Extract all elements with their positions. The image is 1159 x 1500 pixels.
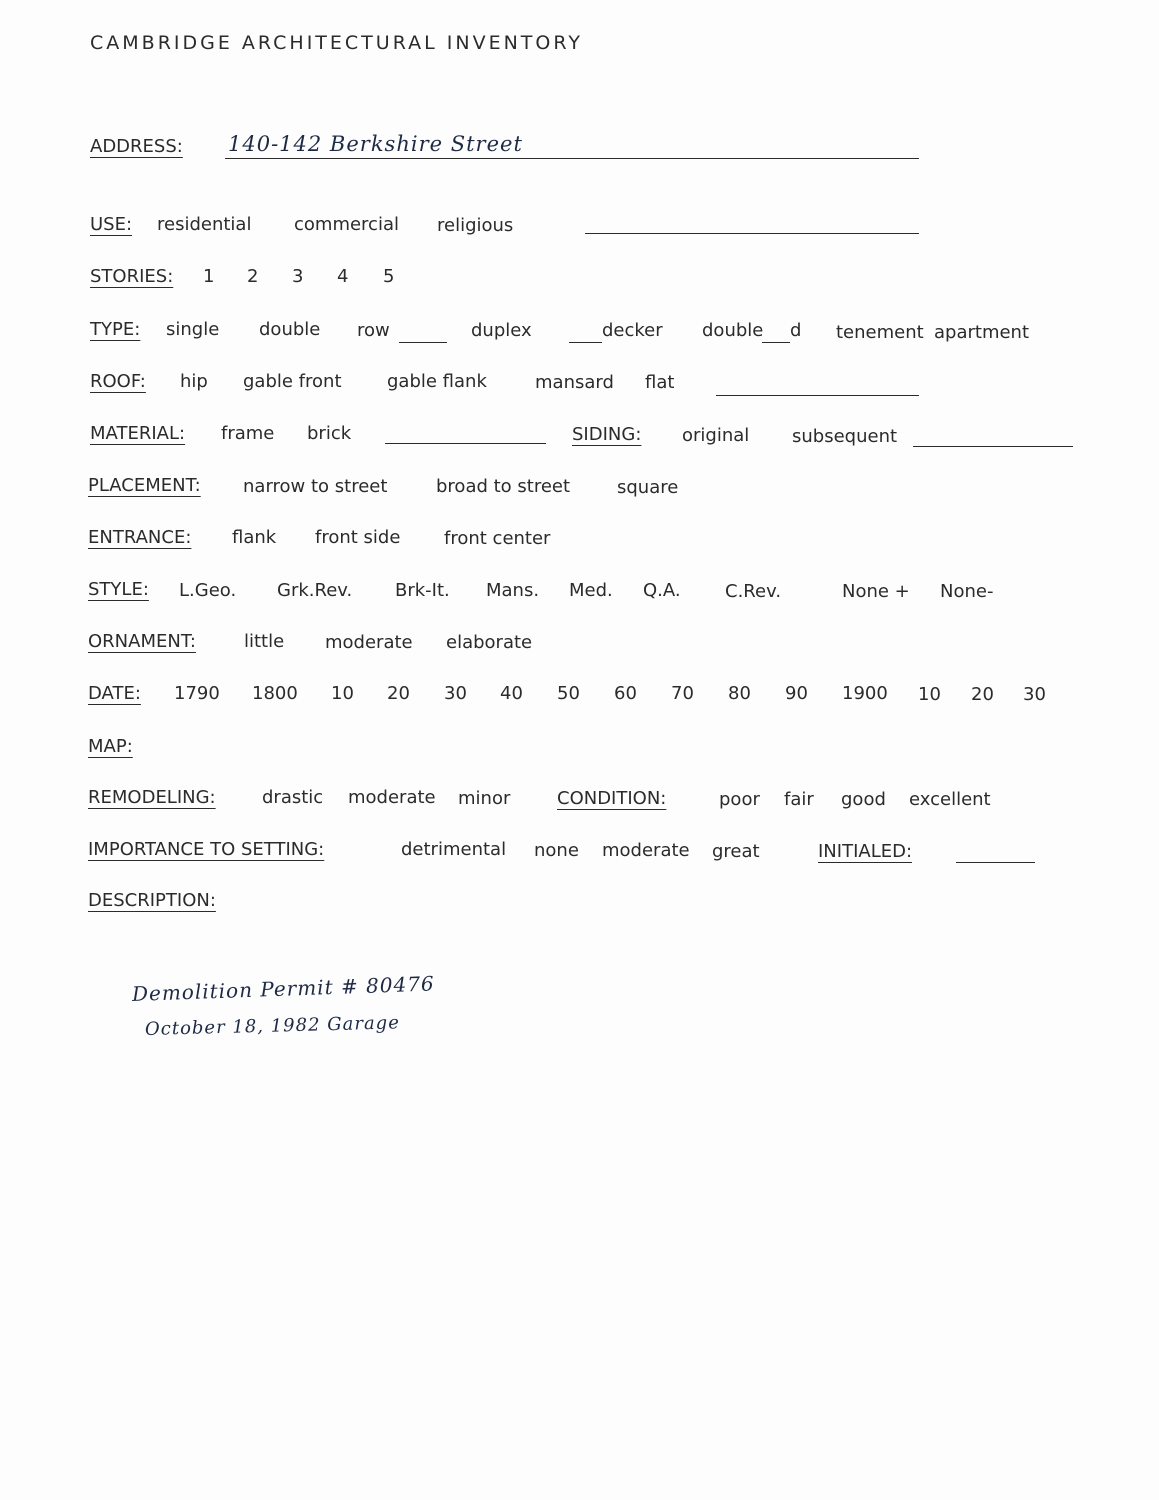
use-label: USE: [90, 214, 133, 235]
importance-option-detrimental: detrimental [401, 839, 507, 860]
condition-option-good: good [841, 789, 886, 810]
date-option-1930: 30 [1023, 684, 1046, 705]
entrance-option-front-center: front center [444, 528, 551, 549]
type-row-blank [399, 342, 447, 343]
date-option-1810: 10 [331, 683, 354, 704]
use-option-commercial: commercial [294, 214, 399, 235]
date-option-1830: 30 [444, 683, 467, 704]
entrance-option-flank: flank [232, 527, 277, 548]
ornament-option-little: little [244, 631, 285, 652]
stories-label: STORIES: [90, 266, 174, 287]
type-label: TYPE: [90, 319, 141, 340]
date-label: DATE: [88, 683, 141, 704]
initialed-label: INITIALED: [818, 841, 913, 862]
condition-label: CONDITION: [557, 788, 667, 809]
style-option-qa: Q.A. [643, 580, 681, 601]
date-option-1820: 20 [387, 683, 410, 704]
stories-option-5: 5 [383, 266, 395, 287]
importance-label: IMPORTANCE TO SETTING: [88, 839, 325, 860]
type-option-d: d [790, 320, 802, 341]
date-option-1900: 1900 [842, 683, 888, 704]
placement-option-square: square [617, 477, 679, 498]
type-option-apartment: apartment [934, 322, 1030, 343]
roof-option-mansard: mansard [535, 372, 614, 393]
stories-option-3: 3 [292, 266, 304, 287]
date-option-1790: 1790 [174, 683, 220, 704]
style-option-mans: Mans. [486, 580, 540, 601]
form-header: CAMBRIDGE ARCHITECTURAL INVENTORY [90, 32, 583, 54]
condition-option-fair: fair [784, 789, 814, 810]
map-label: MAP: [88, 736, 133, 757]
importance-option-none: none [534, 840, 579, 861]
type-double-d-blank [762, 342, 790, 343]
siding-other-blank [913, 446, 1073, 447]
address-label: ADDRESS: [90, 136, 183, 157]
use-option-religious: religious [437, 215, 514, 236]
date-option-1800: 1800 [252, 683, 298, 704]
address-value: 140-142 Berkshire Street [228, 132, 523, 156]
initialed-blank [956, 862, 1035, 863]
placement-option-broad: broad to street [436, 476, 571, 497]
date-option-1910: 10 [918, 684, 941, 705]
stories-option-1: 1 [203, 266, 215, 287]
style-option-crev: C.Rev. [725, 581, 782, 602]
ornament-option-elaborate: elaborate [446, 632, 533, 653]
siding-label: SIDING: [572, 424, 642, 445]
date-option-1920: 20 [971, 684, 994, 705]
stories-option-4: 4 [337, 266, 349, 287]
siding-option-subsequent: subsequent [792, 426, 898, 447]
roof-option-gable-front: gable front [243, 371, 342, 392]
date-option-1840: 40 [500, 683, 523, 704]
remodeling-label: REMODELING: [88, 787, 216, 808]
roof-option-flat: flat [645, 372, 675, 393]
type-option-tenement: tenement [836, 322, 924, 343]
roof-other-blank [716, 395, 919, 396]
placement-label: PLACEMENT: [88, 475, 201, 496]
material-label: MATERIAL: [90, 423, 186, 444]
ornament-label: ORNAMENT: [88, 631, 196, 652]
remodeling-option-minor: minor [458, 788, 511, 809]
importance-option-great: great [712, 841, 760, 862]
type-decker-blank [569, 342, 602, 343]
style-option-brkit: Brk-It. [395, 580, 450, 601]
address-line [225, 158, 919, 159]
remodeling-option-moderate: moderate [348, 787, 436, 808]
roof-option-gable-flank: gable flank [387, 371, 487, 392]
description-note-date: October 18, 1982 Garage [144, 1012, 401, 1040]
description-note-permit: Demolition Permit # 80476 [131, 971, 436, 1006]
stories-option-2: 2 [247, 266, 259, 287]
date-option-1880: 80 [728, 683, 751, 704]
style-option-none-minus: None- [940, 581, 994, 602]
date-option-1870: 70 [671, 683, 694, 704]
entrance-label: ENTRANCE: [88, 527, 192, 548]
siding-option-original: original [682, 425, 750, 446]
ornament-option-moderate: moderate [325, 632, 413, 653]
style-option-med: Med. [569, 580, 613, 601]
date-option-1850: 50 [557, 683, 580, 704]
condition-option-poor: poor [719, 789, 760, 810]
roof-option-hip: hip [180, 371, 208, 392]
style-option-none-plus: None + [842, 581, 910, 602]
remodeling-option-drastic: drastic [262, 787, 324, 808]
placement-option-narrow: narrow to street [243, 476, 388, 497]
use-other-blank [585, 233, 919, 234]
roof-label: ROOF: [90, 371, 146, 392]
type-option-row: row [357, 320, 390, 341]
type-option-decker: decker [602, 320, 663, 341]
description-label: DESCRIPTION: [88, 890, 216, 911]
date-option-1860: 60 [614, 683, 637, 704]
type-option-single: single [166, 319, 220, 340]
material-other-blank [385, 443, 546, 444]
use-option-residential: residential [157, 214, 252, 235]
importance-option-moderate: moderate [602, 840, 690, 861]
material-option-frame: frame [221, 423, 275, 444]
style-option-grkrev: Grk.Rev. [277, 580, 353, 601]
style-label: STYLE: [88, 579, 149, 600]
date-option-1890: 90 [785, 683, 808, 704]
type-option-duplex: duplex [471, 320, 532, 341]
entrance-option-front-side: front side [315, 527, 401, 548]
type-option-double-d: double [702, 320, 764, 341]
style-option-lgeo: L.Geo. [179, 580, 237, 601]
condition-option-excellent: excellent [909, 789, 991, 810]
type-option-double: double [259, 319, 321, 340]
material-option-brick: brick [307, 423, 352, 444]
